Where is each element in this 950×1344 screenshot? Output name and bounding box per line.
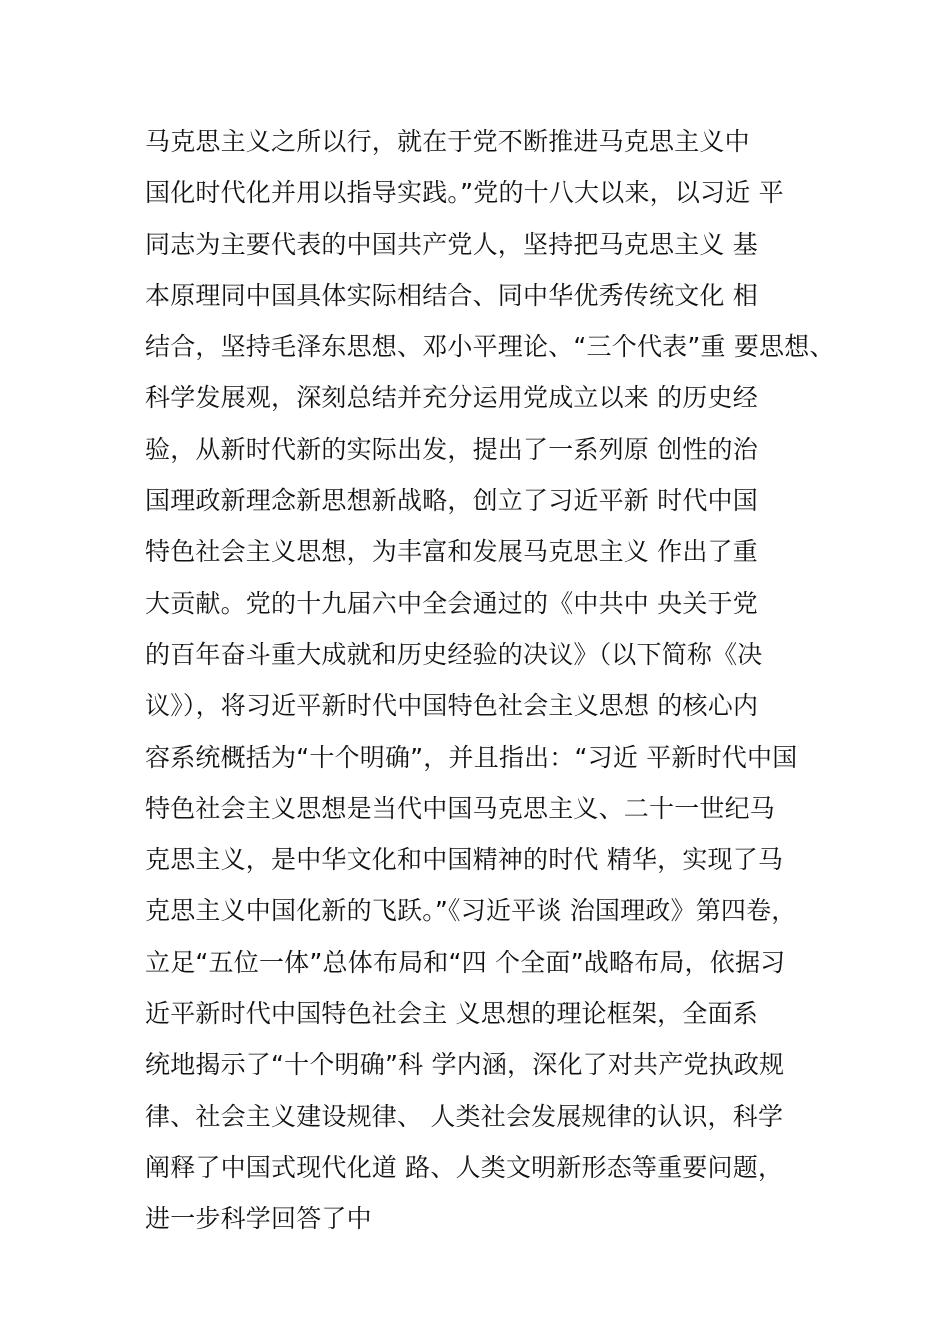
text-line: 近平新时代中国特色社会主 义思想的理论框架，全面系 bbox=[145, 999, 758, 1029]
text-line: 议》），将习近平新时代中国特色社会主义思想 的核心内 bbox=[145, 691, 759, 721]
text-line: 本原理同中国具体实际相结合、同中华优秀传统文化 相 bbox=[145, 280, 758, 310]
text-line: 验，从新时代新的实际出发，提出了一系列原 创性的治 bbox=[145, 434, 758, 464]
text-line: 特色社会主义思想是当代中国马克思主义、二十一世纪马 bbox=[145, 793, 776, 823]
text-line: 大贡献。党的十九届六中全会通过的《中共中 央关于党 bbox=[145, 588, 758, 618]
text-line: 的百年奋斗重大成就和历史经验的决议》（以下简称《决 bbox=[145, 639, 763, 669]
text-line: 同志为主要代表的中国共产党人，坚持把马克思主义 基 bbox=[145, 229, 758, 259]
body-text bbox=[145, 116, 845, 1245]
text-line: 克思主义中国化新的飞跃。”《习近平谈 治国理政》第四卷， bbox=[145, 896, 797, 926]
text-line: 马克思主义之所以行，就在于党不断推进马克思主义中 bbox=[145, 127, 750, 156]
text-line: 立足“五位一体”总体布局和“四 个全面”战略布局，依据习 bbox=[145, 947, 786, 977]
text-line: 国理政新理念新思想新战略，创立了习近平新 时代中国 bbox=[145, 486, 758, 516]
text-line: 统地揭示了“十个明确”科 学内涵，深化了对共产党执政规 bbox=[145, 1050, 785, 1080]
text-line: 容系统概括为“十个明确”，并且指出：“习近 平新时代中国 bbox=[145, 742, 798, 772]
text-line: 阐释了中国式现代化道 路、人类文明新形态等重要问题， bbox=[145, 1152, 784, 1182]
text-line: 科学发展观，深刻总结并充分运用党成立以来 的历史经 bbox=[145, 383, 758, 413]
text-line: 律、社会主义建设规律、 人类社会发展规律的认识，科学 bbox=[145, 1101, 784, 1131]
text-line: 国化时代化并用以指导实践。”党的十八大以来，以习近 平 bbox=[145, 178, 784, 208]
text-line: 特色社会主义思想，为丰富和发展马克思主义 作出了重 bbox=[145, 537, 758, 567]
text-line: 进一步科学回答了中 bbox=[145, 1204, 372, 1234]
text-line: 结合，坚持毛泽东思想、邓小平理论、“三个代表”重 要思想、 bbox=[145, 332, 835, 362]
text-line: 克思主义，是中华文化和中国精神的时代 精华，实现了马 bbox=[145, 845, 784, 875]
